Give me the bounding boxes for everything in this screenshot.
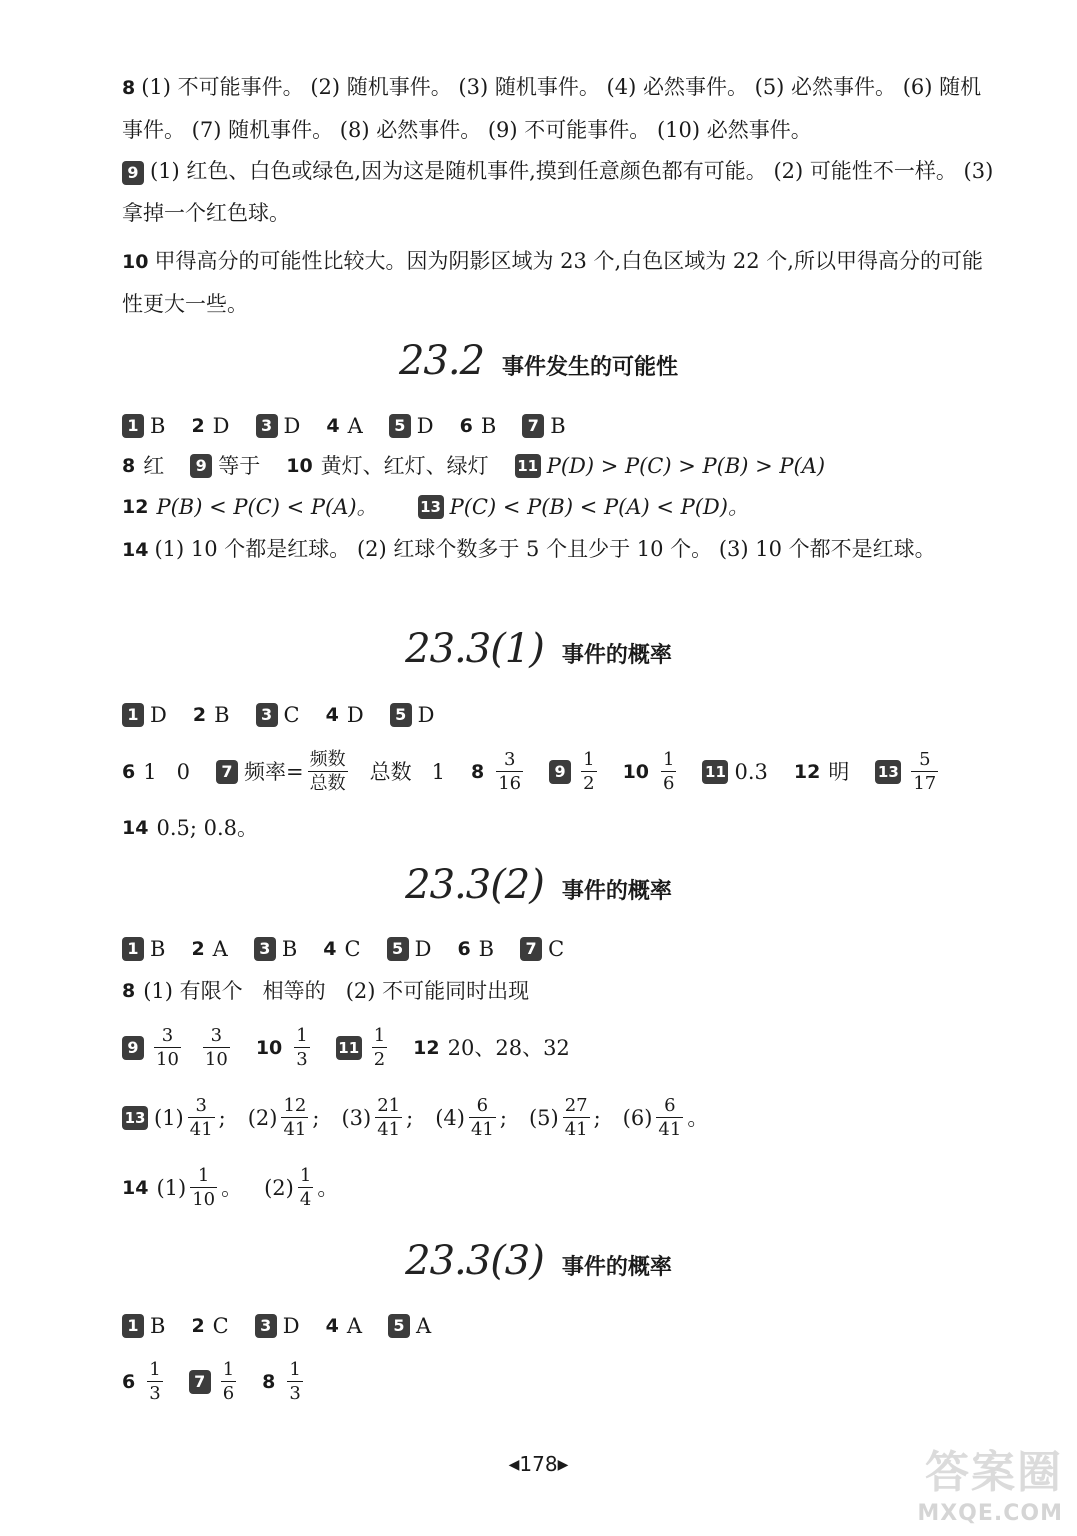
answer: 20、28、32 bbox=[447, 1036, 570, 1060]
answer-text: 甲得高分的可能性比较大。因为阴影区域为 23 个,白色区域为 22 个,所以甲得高分的可能性更大一些。 bbox=[122, 249, 983, 316]
answers-row bbox=[122, 451, 997, 481]
answer-10 bbox=[122, 240, 994, 325]
numerator: 1 bbox=[197, 1165, 210, 1186]
numerator: 3 bbox=[161, 1025, 174, 1046]
sub-label: (5) bbox=[528, 1106, 559, 1130]
right-arrow-icon: ▶ bbox=[557, 1457, 569, 1473]
section-heading-23-3-2 bbox=[0, 862, 1077, 908]
numerator: 1 bbox=[663, 749, 675, 770]
question-number: 12 bbox=[793, 761, 821, 783]
fraction bbox=[221, 1361, 236, 1403]
question-number-boxed: 5 bbox=[389, 414, 411, 438]
answer: P(B) < P(C) < P(A)。 bbox=[156, 495, 378, 519]
question-number: 2 bbox=[192, 704, 207, 726]
fraction bbox=[469, 1097, 496, 1139]
fraction bbox=[375, 1097, 402, 1139]
section-title: 事件的概率 bbox=[561, 643, 672, 668]
page-number-text: 178 bbox=[519, 1452, 558, 1476]
sub-label: (6) bbox=[622, 1106, 653, 1130]
watermark bbox=[898, 1436, 1063, 1526]
numerator: 1 bbox=[583, 749, 595, 770]
denominator: 10 bbox=[192, 1189, 216, 1210]
numerator: 1 bbox=[296, 1025, 308, 1046]
fraction bbox=[147, 1361, 162, 1403]
question-number: 8 bbox=[122, 980, 136, 1002]
denominator: 2 bbox=[373, 1049, 386, 1070]
question-number: 8 bbox=[122, 455, 136, 477]
question-number-boxed: 11 bbox=[515, 454, 541, 478]
fraction bbox=[154, 1027, 181, 1069]
fraction bbox=[911, 751, 938, 793]
answer: 等于 bbox=[218, 454, 261, 478]
sub-label: (4) bbox=[435, 1106, 465, 1130]
answer: D bbox=[212, 414, 230, 438]
question-number: 4 bbox=[325, 1315, 339, 1337]
question-number-boxed: 13 bbox=[122, 1106, 148, 1130]
question-number-boxed: 13 bbox=[875, 760, 901, 784]
sub-label: (1) bbox=[156, 1176, 187, 1200]
denominator: 3 bbox=[296, 1049, 308, 1070]
answer: 0.5; 0.8。 bbox=[156, 816, 258, 840]
numerator: 1 bbox=[222, 1359, 235, 1380]
question-number: 14 bbox=[122, 817, 149, 839]
answer: P(D) > P(C) > P(B) > P(A) bbox=[546, 454, 826, 478]
question-number: 6 bbox=[459, 415, 473, 437]
numerator: 12 bbox=[283, 1095, 307, 1116]
question-number: 10 bbox=[122, 251, 149, 273]
numerator: 3 bbox=[503, 749, 516, 770]
answer: B bbox=[550, 414, 566, 438]
question-number: 10 bbox=[286, 455, 313, 477]
denominator: 3 bbox=[149, 1383, 161, 1404]
question-number-boxed: 9 bbox=[190, 454, 212, 478]
fraction bbox=[563, 1097, 590, 1139]
answers-row bbox=[122, 813, 997, 843]
answers-row bbox=[122, 748, 997, 796]
punctuation: ; bbox=[499, 1106, 507, 1130]
question-number-boxed: 11 bbox=[702, 760, 728, 784]
sub-label: (3) bbox=[341, 1106, 372, 1130]
question-number-boxed: 7 bbox=[522, 414, 544, 438]
question-number: 4 bbox=[326, 415, 340, 437]
answers-row bbox=[122, 1311, 997, 1341]
question-number-boxed: 3 bbox=[256, 414, 278, 438]
section-title: 事件发生的可能性 bbox=[502, 355, 679, 380]
answer: B bbox=[150, 937, 166, 961]
question-number-boxed: 1 bbox=[122, 937, 144, 961]
answer: P(C) < P(B) < P(A) < P(D)。 bbox=[449, 495, 749, 519]
answer: (1) 有限个 相等的 (2) 不可能同时出现 bbox=[143, 979, 530, 1003]
answer: A bbox=[346, 1314, 362, 1338]
answers-row bbox=[122, 1164, 997, 1212]
answer-14 bbox=[122, 528, 994, 571]
punctuation: ; bbox=[406, 1106, 414, 1130]
question-number: 8 bbox=[262, 1371, 276, 1393]
question-number: 12 bbox=[413, 1037, 440, 1059]
denominator: 10 bbox=[204, 1049, 228, 1070]
sub-label: (2) bbox=[247, 1106, 278, 1130]
denominator: 10 bbox=[156, 1049, 179, 1070]
question-number-boxed: 11 bbox=[336, 1036, 362, 1060]
answer: B bbox=[214, 703, 230, 727]
denominator: 17 bbox=[913, 773, 937, 794]
section-heading-23-3-1 bbox=[0, 626, 1077, 672]
question-number-boxed: 1 bbox=[122, 1314, 144, 1338]
answer: B bbox=[480, 414, 497, 438]
answers-row bbox=[122, 1094, 997, 1142]
answers-row bbox=[122, 492, 997, 522]
denominator: 41 bbox=[564, 1119, 588, 1140]
answers-row bbox=[122, 1024, 997, 1072]
fraction bbox=[308, 751, 348, 793]
question-number: 8 bbox=[122, 77, 136, 99]
punctuation: 。 bbox=[687, 1106, 709, 1130]
answer: D bbox=[283, 414, 301, 438]
question-number: 2 bbox=[191, 415, 205, 437]
question-number-boxed: 3 bbox=[255, 1314, 277, 1338]
question-number-boxed: 5 bbox=[387, 937, 409, 961]
answer: D bbox=[282, 1314, 300, 1338]
fraction bbox=[496, 751, 523, 793]
answer: D bbox=[416, 414, 434, 438]
answer: 总数 1 bbox=[369, 760, 445, 784]
question-number: 4 bbox=[323, 938, 337, 960]
answer: 明 bbox=[828, 760, 850, 784]
numerator: 3 bbox=[195, 1095, 207, 1116]
question-number: 2 bbox=[191, 1315, 205, 1337]
section-number: 23.2 bbox=[398, 338, 485, 384]
question-number: 2 bbox=[191, 938, 205, 960]
left-arrow-icon: ◀ bbox=[508, 1457, 520, 1473]
question-number: 8 bbox=[470, 761, 485, 783]
fraction bbox=[188, 1097, 215, 1139]
answers-row bbox=[122, 1358, 997, 1406]
question-number: 14 bbox=[122, 1177, 149, 1199]
answer: 红 bbox=[143, 454, 165, 478]
answer: C bbox=[548, 937, 565, 961]
numerator: 1 bbox=[289, 1359, 301, 1380]
fraction bbox=[298, 1167, 313, 1209]
punctuation: ; bbox=[218, 1106, 226, 1130]
fraction bbox=[656, 1097, 683, 1139]
answer: A bbox=[347, 414, 363, 438]
question-number-boxed: 7 bbox=[216, 760, 238, 784]
fraction bbox=[190, 1167, 217, 1209]
answer: A bbox=[212, 937, 228, 961]
question-number: 6 bbox=[122, 1371, 136, 1393]
numerator: 27 bbox=[564, 1095, 588, 1116]
section-heading-23-2 bbox=[0, 338, 1077, 384]
punctuation: ; bbox=[593, 1106, 601, 1130]
answer: C bbox=[283, 703, 300, 727]
question-number-boxed: 7 bbox=[189, 1370, 211, 1394]
question-number-boxed: 3 bbox=[254, 937, 276, 961]
fraction bbox=[203, 1027, 230, 1069]
fraction bbox=[281, 1097, 308, 1139]
denominator: 41 bbox=[658, 1119, 682, 1140]
denominator: 总数 bbox=[309, 773, 346, 794]
numerator: 6 bbox=[476, 1095, 489, 1116]
answer: 1 0 bbox=[143, 760, 190, 784]
question-number-boxed: 9 bbox=[549, 760, 571, 784]
question-number: 10 bbox=[255, 1037, 283, 1059]
denominator: 4 bbox=[299, 1189, 312, 1210]
numerator: 1 bbox=[299, 1165, 312, 1186]
answers-row bbox=[122, 976, 997, 1006]
question-number-boxed: 3 bbox=[256, 703, 278, 727]
section-number: 23.3(2) bbox=[405, 862, 544, 908]
answer: D bbox=[150, 703, 167, 727]
punctuation: 。 bbox=[317, 1176, 339, 1200]
fraction bbox=[581, 751, 596, 793]
answer-text: (1) 不可能事件。 (2) 随机事件。 (3) 随机事件。 (4) 必然事件。 (5) 必然事件。 (6) 随机事件。 (7) 随机事件。 (8) 必然事件。 (9) 不可能事件。 (10) 必然事件。 bbox=[122, 75, 982, 142]
answer: B bbox=[478, 937, 495, 961]
numerator: 6 bbox=[664, 1095, 676, 1116]
question-number: 6 bbox=[122, 761, 136, 783]
question-number: 10 bbox=[622, 761, 650, 783]
watermark-url: MXQE.COM bbox=[917, 1501, 1063, 1526]
answer: 频率= bbox=[243, 760, 304, 784]
question-number: 14 bbox=[122, 539, 149, 561]
section-heading-23-3-3 bbox=[0, 1238, 1077, 1284]
answer-9 bbox=[122, 150, 994, 234]
answer-text: (1) 红色、白色或绿色,因为这是随机事件,摸到任意颜色都有可能。 (2) 可能性不一样。 (3) 拿掉一个红色球。 bbox=[122, 159, 994, 225]
section-title: 事件的概率 bbox=[561, 1255, 672, 1280]
question-number-boxed: 13 bbox=[418, 495, 444, 519]
answers-row bbox=[122, 934, 997, 964]
punctuation: 。 bbox=[221, 1176, 243, 1200]
numerator: 5 bbox=[919, 749, 931, 770]
fraction bbox=[372, 1027, 387, 1069]
answer: D bbox=[346, 703, 364, 727]
numerator: 1 bbox=[373, 1025, 386, 1046]
answer: C bbox=[212, 1314, 229, 1338]
sub-label: (2) bbox=[264, 1176, 294, 1200]
fraction bbox=[287, 1361, 302, 1403]
denominator: 41 bbox=[470, 1119, 494, 1140]
denominator: 41 bbox=[377, 1119, 401, 1140]
answer: A bbox=[416, 1314, 432, 1338]
denominator: 41 bbox=[189, 1119, 213, 1140]
question-number-boxed: 9 bbox=[122, 161, 144, 185]
denominator: 41 bbox=[283, 1119, 307, 1140]
question-number-boxed: 5 bbox=[390, 703, 412, 727]
numerator: 3 bbox=[210, 1025, 223, 1046]
answer: B bbox=[150, 414, 166, 438]
answer-8 bbox=[122, 66, 994, 151]
denominator: 2 bbox=[583, 773, 595, 794]
numerator: 1 bbox=[149, 1359, 161, 1380]
sub-label: (1) bbox=[154, 1106, 184, 1130]
fraction bbox=[661, 751, 676, 793]
numerator: 21 bbox=[377, 1095, 401, 1116]
answers-row bbox=[122, 411, 997, 441]
denominator: 3 bbox=[289, 1383, 301, 1404]
answer: C bbox=[344, 937, 361, 961]
question-number-boxed: 9 bbox=[122, 1036, 144, 1060]
question-number: 12 bbox=[122, 496, 149, 518]
denominator: 6 bbox=[663, 773, 675, 794]
answer: B bbox=[281, 937, 298, 961]
question-number-boxed: 1 bbox=[122, 414, 144, 438]
answer: D bbox=[414, 937, 432, 961]
numerator: 频数 bbox=[309, 749, 346, 770]
section-title: 事件的概率 bbox=[561, 879, 672, 904]
question-number: 4 bbox=[325, 704, 339, 726]
denominator: 16 bbox=[498, 773, 522, 794]
question-number-boxed: 5 bbox=[388, 1314, 410, 1338]
answers-row bbox=[122, 700, 997, 730]
punctuation: ; bbox=[312, 1106, 320, 1130]
fraction bbox=[294, 1027, 309, 1069]
question-number-boxed: 7 bbox=[520, 937, 542, 961]
question-number: 6 bbox=[457, 938, 471, 960]
answer: 黄灯、红灯、绿灯 bbox=[320, 454, 489, 478]
denominator: 6 bbox=[222, 1383, 235, 1404]
question-number-boxed: 1 bbox=[122, 703, 144, 727]
section-number: 23.3(1) bbox=[405, 626, 544, 672]
answer-text: (1) 10 个都是红球。 (2) 红球个数多于 5 个且少于 10 个。 (3) 10 个都不是红球。 bbox=[154, 537, 936, 561]
section-number: 23.3(3) bbox=[405, 1238, 544, 1284]
answer: 0.3 bbox=[734, 760, 768, 784]
answer: B bbox=[150, 1314, 166, 1338]
answer: D bbox=[417, 703, 435, 727]
watermark-logo: 答案圈 bbox=[925, 1447, 1063, 1498]
